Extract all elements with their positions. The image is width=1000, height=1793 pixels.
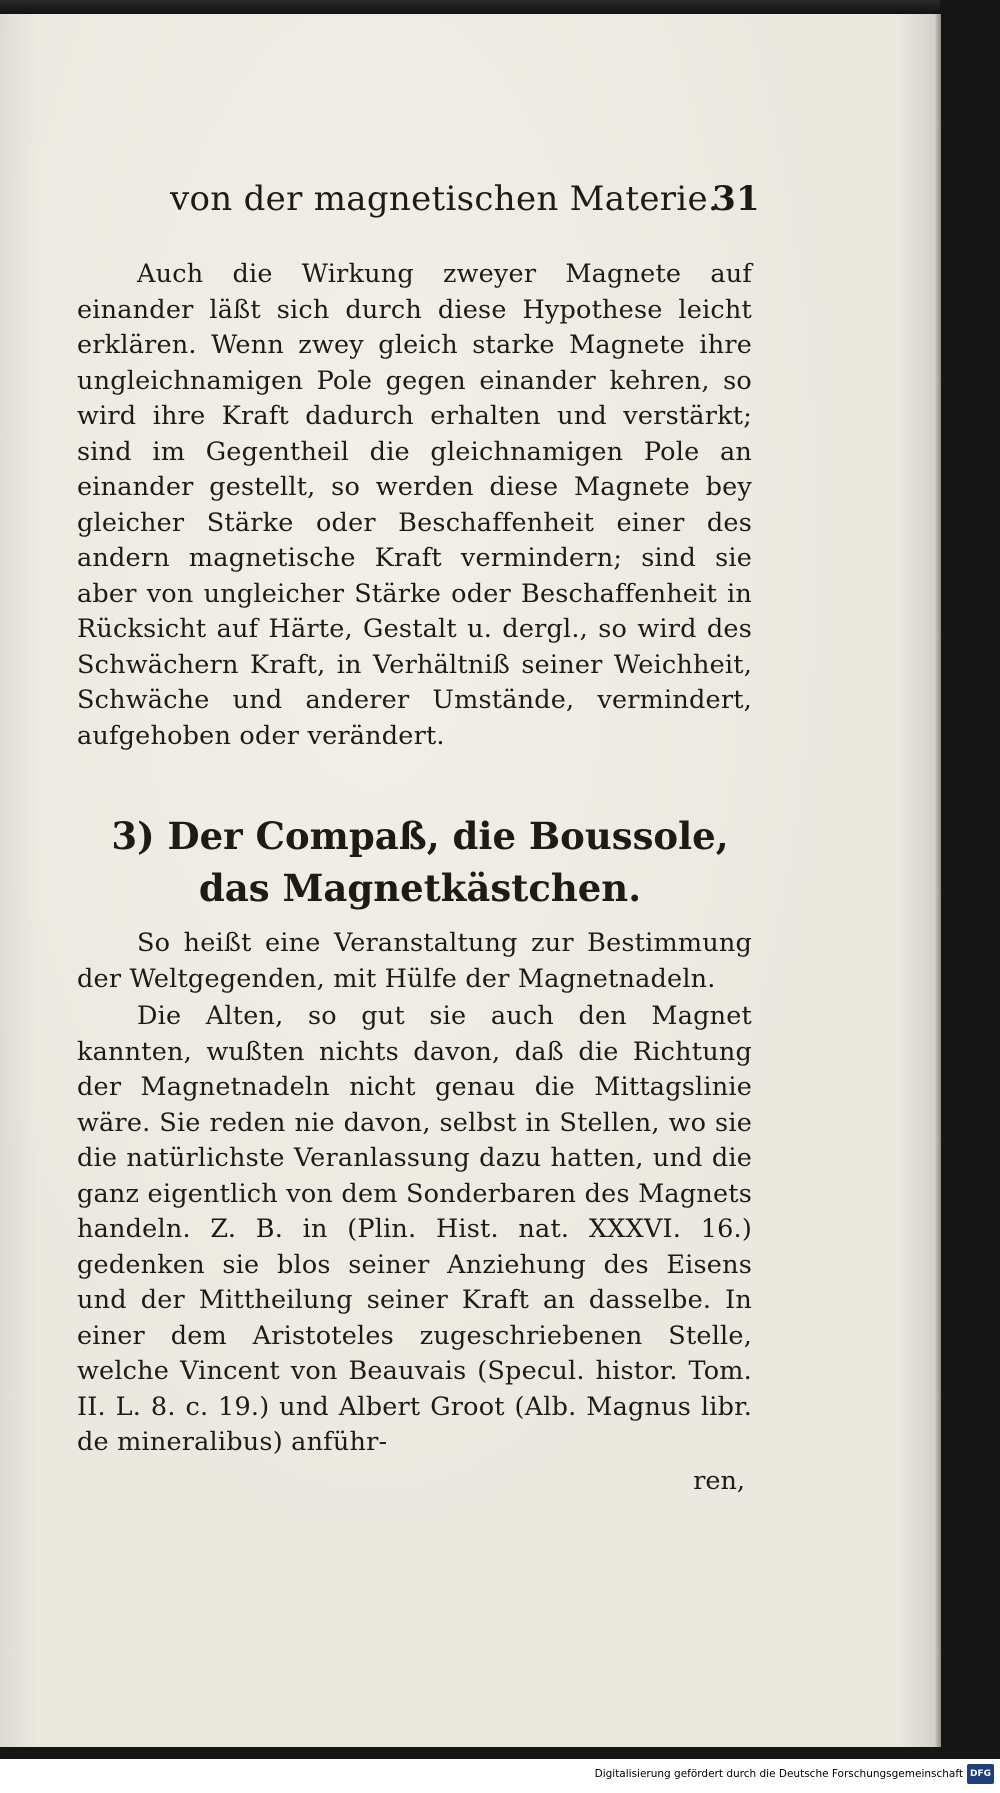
book-page bbox=[0, 14, 935, 1747]
funding-credit: Digitalisierung gefördert durch die Deutsche Forschungsgemeinschaft bbox=[594, 1768, 963, 1780]
body-paragraph-2: So heißt eine Veranstaltung zur Bestimmung der Weltgegenden, mit Hülfe der Magnetnadeln. bbox=[77, 928, 752, 994]
page-header bbox=[170, 179, 760, 227]
running-head: von der magnetischen Materie. bbox=[170, 179, 719, 219]
catchword: ren, bbox=[693, 1466, 745, 1496]
book-top-edge bbox=[0, 0, 940, 14]
section-heading: 3) Der Compaß, die Boussole, das Magnetkästchen. bbox=[111, 814, 729, 910]
page-number: 31 bbox=[712, 179, 760, 219]
dfg-logo: DFG bbox=[967, 1764, 994, 1784]
body-paragraph-3: Die Alten, so gut sie auch den Magnet kannten, wußten nichts davon, daß die Richtung der Magnetnadeln nicht genau die Mittagslinie wäre. Sie reden nie davon, selbst in Stellen, wo sie die natürlichste Veranlassung dazu hatten, und die ganz eigentlich von dem Sonderbaren des Magnets handeln. Z. B. in (Plin. Hist. nat. XXXVI. 16.) gedenken sie blos seiner Anziehung des Eisens und der Mittheilung seiner Kraft an dasselbe. In einer dem Aristoteles zugeschriebenen Stelle, welche Vincent von Beauvais (Specul. histor. Tom. II. L. 8. c. 19.) und Albert Groot (Alb. Magnus libr. de mineralibus) anführ- bbox=[77, 1001, 752, 1457]
body-paragraph-1: Auch die Wirkung zweyer Magnete auf einander läßt sich durch diese Hypothese leicht erklären. Wenn zwey gleich starke Magnete ihre ungleichnamigen Pole gegen einander kehren, so wird ihre Kraft dadurch erhalten und verstärkt; sind im Gegentheil die gleichnamigen Pole an einander gestellt, so werden diese Magnete bey gleicher Stärke oder Beschaffenheit einer des andern magnetische Kraft vermindern; sind sie aber von ungleicher Stärke oder Beschaffenheit in Rücksicht auf Härte, Gestalt u. dergl., so wird des Schwächern Kraft, in Verhältniß seiner Weichheit, Schwäche und anderer Umstände, vermindert, aufgehoben oder verändert. bbox=[77, 259, 752, 751]
page-edge-shadow bbox=[935, 14, 941, 1747]
footer-bar bbox=[0, 1759, 1000, 1793]
